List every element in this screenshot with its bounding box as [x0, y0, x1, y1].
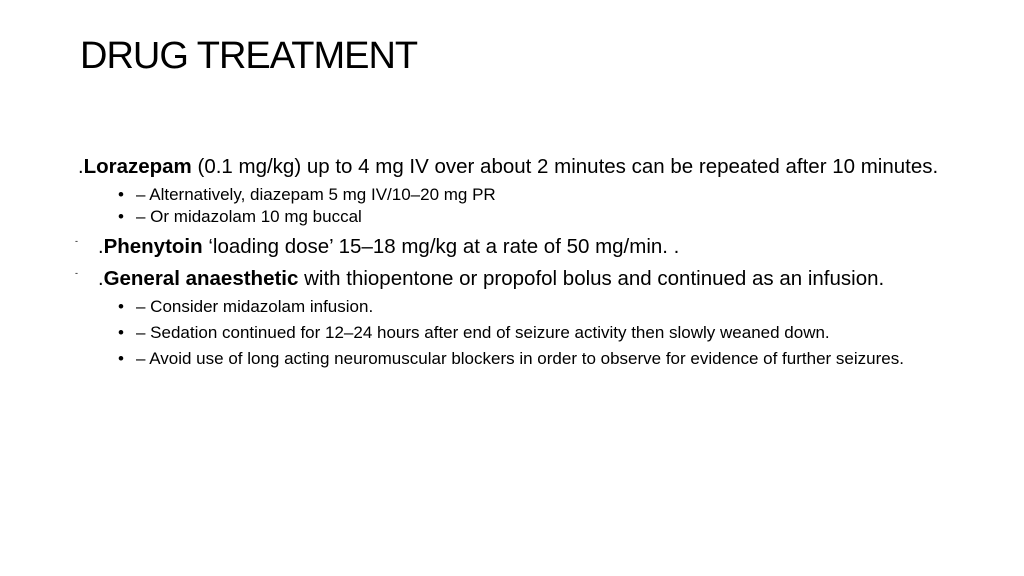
sub-item-text: – Alternatively, diazepam 5 mg IV/10–20 mg PR — [136, 185, 496, 204]
bullet-icon: • — [118, 349, 124, 368]
list-item-phenytoin — [75, 234, 958, 260]
bullet-icon: • — [118, 185, 124, 204]
item-description: with thiopentone or propofol bolus and continued as an infusion. — [298, 267, 885, 290]
sub-list-item — [78, 206, 958, 228]
list-item-text — [78, 154, 958, 180]
sub-item-text: – Avoid use of long acting neuromuscular blockers in order to observe for evidence of further seizures. — [136, 349, 904, 368]
bullet-icon: • — [118, 297, 124, 316]
sub-item-text: – Sedation continued for 12–24 hours after end of seizure activity then slowly weaned down. — [136, 323, 830, 342]
item-description: (0.1 mg/kg) up to 4 mg IV over about 2 minutes can be repeated after 10 minutes. — [191, 155, 939, 178]
item-description: ‘loading dose’ 15–18 mg/kg at a rate of 50 mg/min. . — [202, 235, 680, 258]
list-item-lorazepam — [78, 154, 958, 180]
drug-name: Phenytoin — [103, 235, 203, 258]
slide-content — [75, 154, 958, 370]
drug-name: Lorazepam — [83, 155, 192, 178]
sub-list-item — [78, 184, 958, 206]
list-item-text — [98, 234, 958, 260]
lead-dot: . — [98, 236, 104, 258]
bullet-icon: • — [118, 207, 124, 226]
drug-name: General anaesthetic — [103, 267, 299, 290]
sub-item-text: – Consider midazolam infusion. — [136, 297, 374, 316]
slide-title: DRUG TREATMENT — [80, 35, 418, 77]
dash-marker: - — [75, 268, 78, 278]
lead-dot: . — [78, 156, 84, 178]
dash-marker: - — [75, 236, 78, 246]
bullet-icon: • — [118, 323, 124, 342]
sub-list-item — [78, 322, 958, 344]
lead-dot: . — [98, 268, 104, 290]
list-item-general-anaesthetic — [75, 266, 958, 292]
sub-list-item — [78, 348, 958, 370]
sub-list-item — [78, 296, 958, 318]
sub-item-text: – Or midazolam 10 mg buccal — [136, 207, 362, 226]
list-item-text — [98, 266, 958, 292]
